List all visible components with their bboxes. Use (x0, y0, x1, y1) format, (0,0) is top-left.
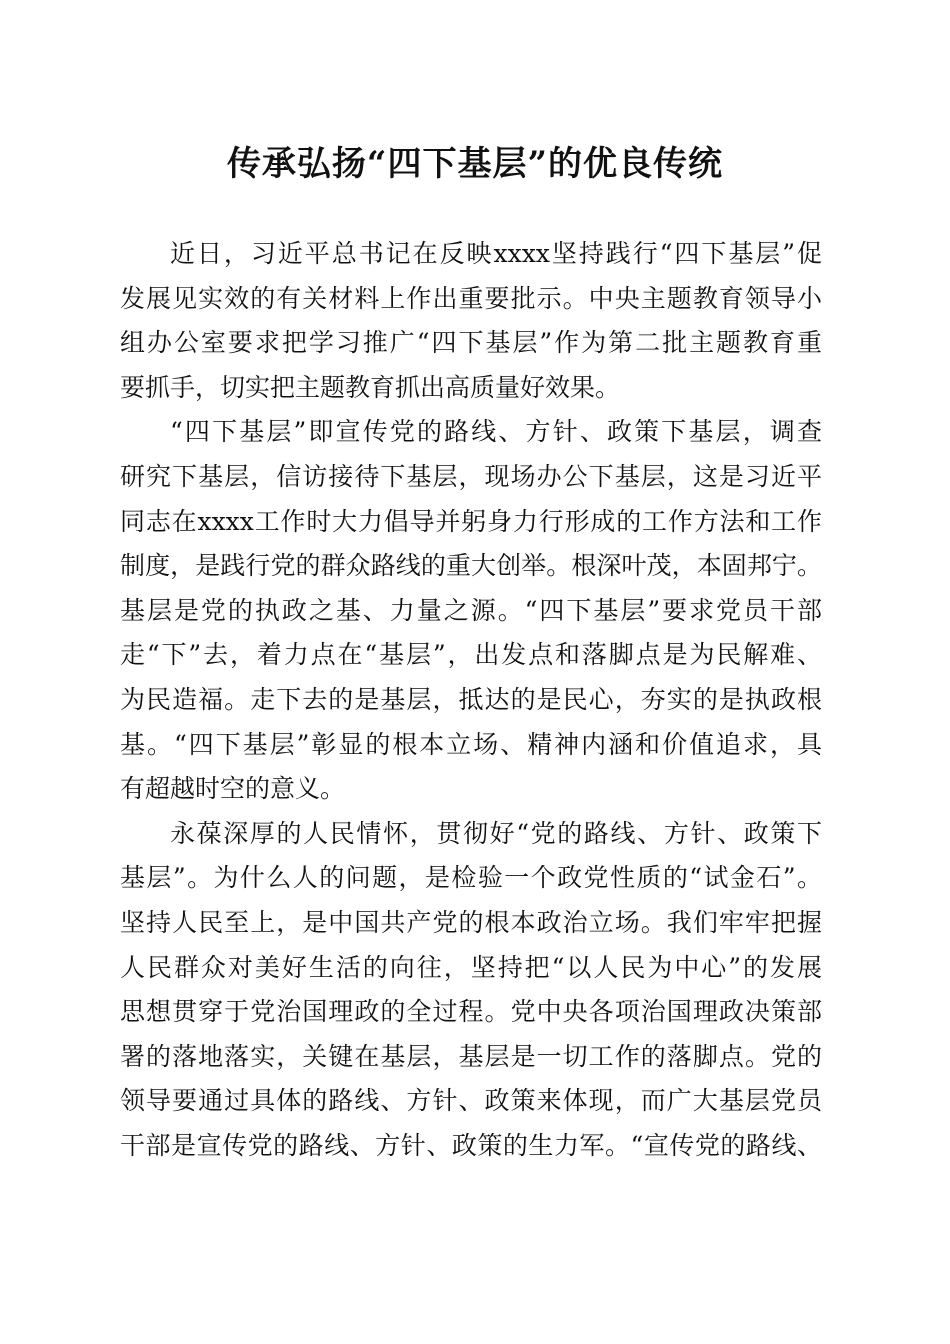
text-line: 基层”。为什么人的问题，是检验一个政党性质的“试金石”。 (120, 863, 822, 893)
text-line: 坚持人民至上，是中国共产党的根本政治立场。我们牢牢把握 (120, 907, 822, 937)
text-line: 研究下基层，信访接待下基层，现场办公下基层，这是习近平 (120, 461, 822, 491)
text-line: 为民造福。走下去的是基层，抵达的是民心，夯实的是执政根 (120, 684, 822, 714)
document-body (120, 232, 822, 1168)
text-line: 发展见实效的有关材料上作出重要批示。中央主题教育领导小 (120, 283, 822, 313)
text-line: 干部是宣传党的路线、方针、政策的生力军。“宣传党的路线、 (120, 1130, 822, 1160)
text-line: 永葆深厚的人民情怀，贯彻好“党的路线、方针、政策下 (170, 818, 822, 848)
text-line: 同志在xxxx工作时大力倡导并躬身力行形成的工作方法和工作 (120, 506, 822, 536)
text-line: 组办公室要求把学习推广“四下基层”作为第二批主题教育重 (120, 328, 822, 358)
text-line: 要抓手，切实把主题教育抓出高质量好效果。 (120, 372, 621, 402)
text-line: 基层是党的执政之基、力量之源。“四下基层”要求党员干部 (120, 595, 822, 625)
text-line: 制度，是践行党的群众路线的重大创举。根深叶茂，本固邦宁。 (120, 551, 822, 581)
text-line: 基。“四下基层”彰显的根本立场、精神内涵和价值追求，具 (120, 729, 822, 759)
text-line: 署的落地落实，关键在基层，基层是一切工作的落脚点。党的 (120, 1041, 822, 1071)
text-line: “四下基层”即宣传党的路线、方针、政策下基层，调查 (170, 417, 822, 447)
text-line: 有超越时空的意义。 (120, 774, 346, 804)
text-line: 人民群众对美好生活的向往，坚持把“以人民为中心”的发展 (120, 952, 822, 982)
text-line: 领导要通过具体的路线、方针、政策来体现，而广大基层党员 (120, 1086, 822, 1116)
text-line: 走“下”去，着力点在“基层”，出发点和落脚点是为民解难、 (120, 640, 822, 670)
text-line: 思想贯穿于党治国理政的全过程。党中央各项治国理政决策部 (120, 997, 822, 1027)
document-title: 传承弘扬“四下基层”的优良传统 (226, 144, 724, 184)
text-line: 近日，习近平总书记在反映xxxx坚持践行“四下基层”促 (170, 239, 822, 268)
